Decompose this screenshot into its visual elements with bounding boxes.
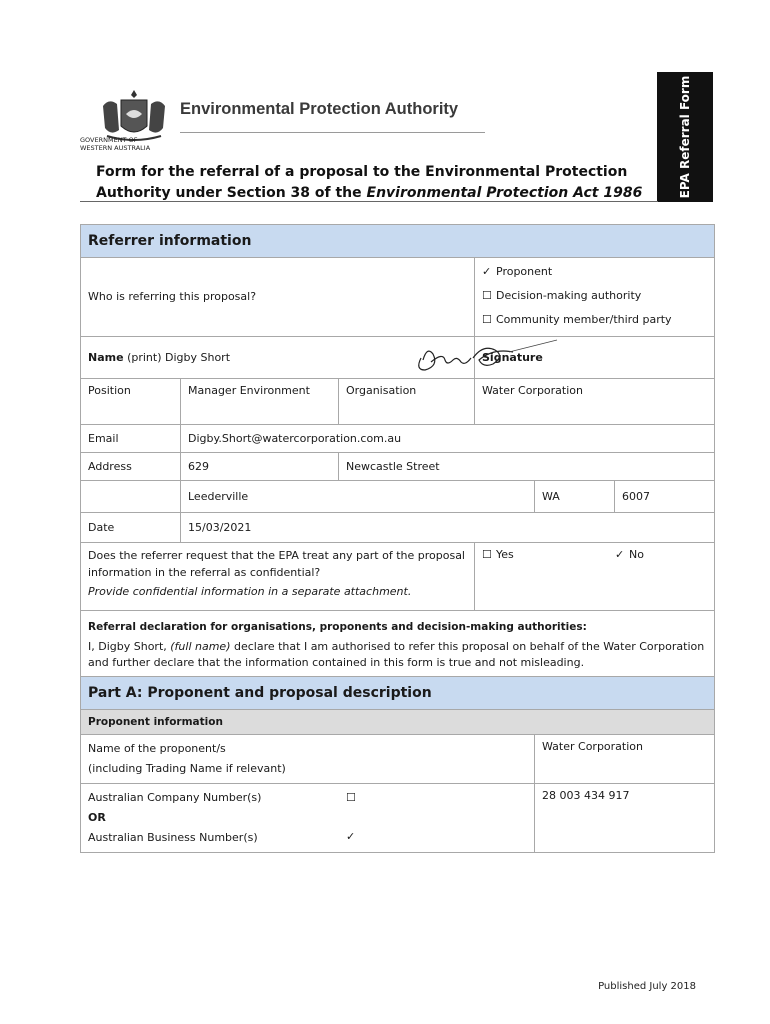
signature-field: Signature: [475, 337, 715, 379]
email-value: Digby.Short@watercorporation.com.au: [181, 425, 715, 453]
organisation-value: Water Corporation: [475, 379, 715, 425]
referral-form-table: [80, 224, 715, 853]
date-value: 15/03/2021: [181, 513, 715, 543]
postcode-value: 6007: [615, 481, 715, 513]
who-referring-question: Who is referring this proposal?: [81, 258, 475, 337]
acn-checkbox[interactable]: ☐: [346, 791, 356, 804]
name-field: Name (print) Digby Short: [81, 337, 475, 379]
date-label: Date: [81, 513, 181, 543]
address-number: 629: [181, 453, 339, 481]
confidential-options: [475, 543, 715, 611]
suburb-value: Leederville: [181, 481, 535, 513]
address-label: Address: [81, 453, 181, 481]
part-a-section-header: [81, 677, 715, 710]
proponent-name-label: Name of the proponent/s (including Trading Name if relevant): [81, 735, 535, 784]
address-street: Newcastle Street: [339, 453, 715, 481]
position-value: Manager Environment: [181, 379, 339, 425]
referrer-type-options: [475, 258, 715, 337]
referral-declaration: [81, 611, 715, 677]
part-a-section-title: Part A: Proponent and proposal description: [81, 677, 715, 710]
declaration-text: I, Digby Short, (full name) declare that I am authorised to refer this proposal on behalf of the Water Corporation and further declare that the information contained in this form is true and not misleading.: [88, 640, 705, 669]
side-tab: EPA Referral Form: [657, 72, 713, 202]
agency-divider: [180, 132, 485, 133]
published-date: Published July 2018: [598, 981, 696, 992]
abn-checkbox[interactable]: ✓: [346, 830, 356, 843]
state-value: WA: [535, 481, 615, 513]
form-title: Form for the referral of a proposal to the Environmental Protection Authority under Section 38 of the Environmental Protection Act 1986: [96, 164, 643, 201]
confidential-no-option[interactable]: ✓ No: [615, 548, 644, 561]
title-divider: [80, 201, 658, 202]
email-label: Email: [81, 425, 181, 453]
business-number-value: 28 003 434 917: [535, 784, 715, 853]
referrer-section-title: Referrer information: [81, 225, 715, 258]
confidential-note: Provide confidential information in a separate attachment.: [88, 585, 412, 598]
government-label: GOVERNMENT OF WESTERN AUSTRALIA: [80, 136, 151, 152]
confidential-yes-option[interactable]: ☐ Yes: [482, 548, 514, 561]
signature-image: [413, 336, 563, 376]
position-label: Position: [81, 379, 181, 425]
company-business-number-label: Australian Company Number(s) OR Australian Business Number(s) ☐ ✓: [81, 784, 535, 853]
organisation-label: Organisation: [339, 379, 475, 425]
proponent-info-title: Proponent information: [81, 710, 715, 735]
agency-name: Environmental Protection Authority: [180, 100, 459, 118]
option-community-member[interactable]: ☐ Community member/third party: [482, 313, 672, 326]
option-decision-making-authority[interactable]: ☐ Decision-making authority: [482, 289, 642, 302]
option-proponent[interactable]: ✓ Proponent: [482, 265, 553, 278]
declaration-heading: Referral declaration for organisations, proponents and decision-making authorities:: [88, 621, 587, 633]
proponent-name-value: Water Corporation: [535, 735, 715, 784]
referrer-section-header: [81, 225, 715, 258]
confidential-question: Does the referrer request that the EPA treat any part of the proposal information in the referral as confidential? Provide confidential information in a separate attachment.: [81, 543, 475, 611]
proponent-info-header: [81, 710, 715, 735]
